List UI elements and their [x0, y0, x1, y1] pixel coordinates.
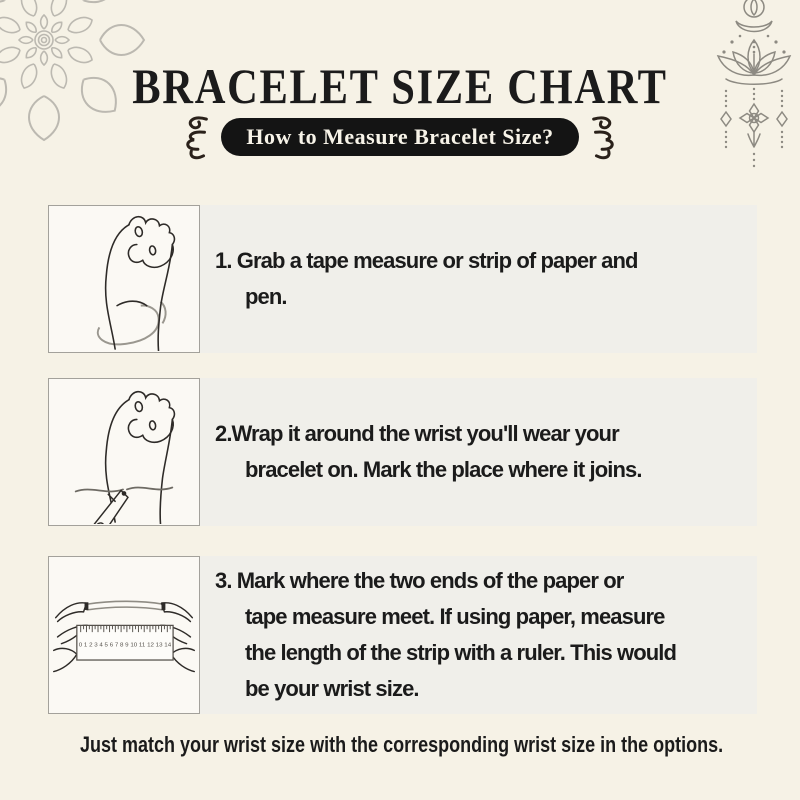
step-row-1 — [48, 205, 757, 353]
step1-line1: 1. Grab a tape measure or strip of paper and — [215, 248, 638, 273]
curly-flourish-left-icon — [180, 113, 212, 161]
curly-flourish-right-icon — [588, 113, 620, 161]
step3-line1: 3. Mark where the two ends of the paper or — [215, 568, 624, 593]
subtitle-pill: How to Measure Bracelet Size? — [221, 118, 578, 156]
step1-text — [200, 205, 757, 353]
page-title: BRACELET SIZE CHART — [132, 58, 668, 114]
step2-line1: 2.Wrap it around the wrist you'll wear your — [215, 421, 619, 446]
step-row-3 — [48, 556, 757, 714]
hand-with-tape-icon — [50, 207, 198, 351]
step3-illustration-box — [48, 556, 200, 714]
hand-marking-wrist-icon — [50, 380, 198, 524]
step3-text — [200, 556, 757, 714]
hands-with-ruler-icon — [50, 558, 198, 712]
subtitle-row — [0, 113, 800, 161]
step2-illustration-box — [48, 378, 200, 526]
step1-line2: pen. — [245, 284, 287, 309]
steps-list — [48, 205, 757, 714]
ruler-numbers: 0 1 2 3 4 5 6 7 8 9 10 11 12 13 14 — [78, 642, 173, 649]
step2-line2: bracelet on. Mark the place where it joins. — [245, 457, 642, 482]
step3-line3: the length of the strip with a ruler. This would — [245, 640, 677, 665]
step1-illustration-box — [48, 205, 200, 353]
step2-text — [200, 378, 757, 526]
step-row-2 — [48, 378, 757, 526]
step3-line2: tape measure meet. If using paper, measure — [245, 604, 665, 629]
footer-note: Just match your wrist size with the corresponding wrist size in the options. — [80, 732, 724, 757]
step3-line4: be your wrist size. — [245, 676, 419, 701]
